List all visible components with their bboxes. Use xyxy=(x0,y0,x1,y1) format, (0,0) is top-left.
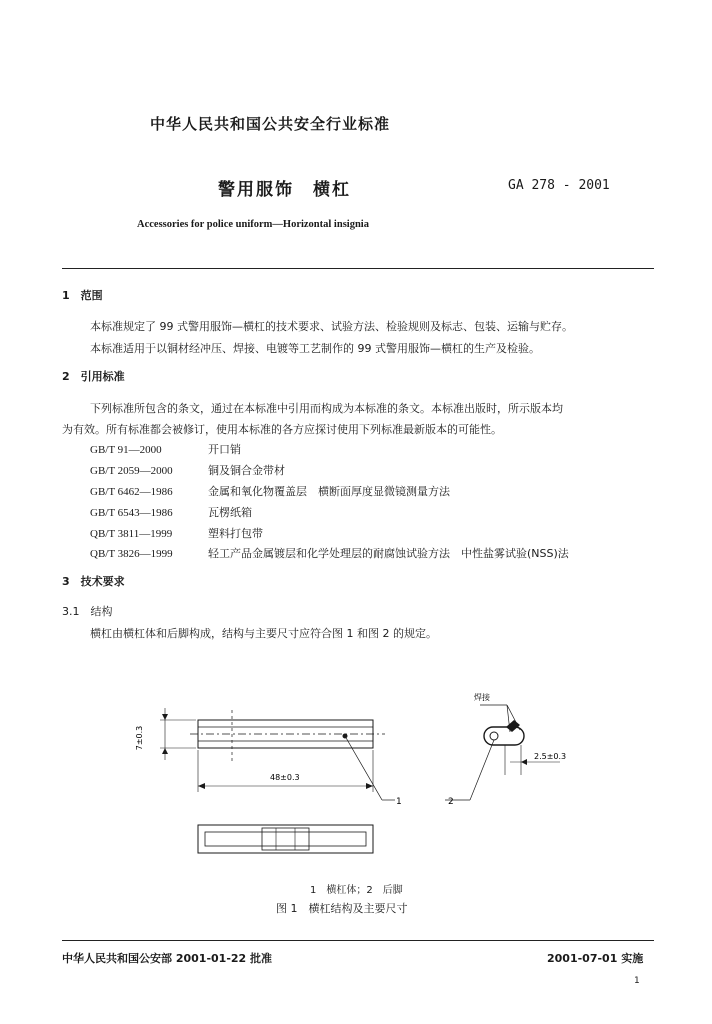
dim-length-label: 48±0.3 xyxy=(270,773,300,782)
reference-number: QB/T 3826—1999 xyxy=(90,548,173,560)
effective-date: 2001-07-01 实施 xyxy=(547,952,644,965)
figure-legend: 1 横杠体；2 后脚 xyxy=(310,885,403,896)
reference-name: 开口销 xyxy=(208,443,241,456)
figure-1-drawing xyxy=(0,680,712,880)
footer-rule xyxy=(62,940,654,941)
dim-pin-label: 2.5±0.3 xyxy=(534,752,567,761)
reference-number: GB/T 6543—1986 xyxy=(90,507,173,519)
section-2-heading: 2 引用标准 xyxy=(62,370,125,383)
reference-item xyxy=(90,545,569,561)
document-title: 警用服饰 横杠 xyxy=(218,180,351,200)
page-number: 1 xyxy=(634,976,640,986)
reference-item xyxy=(90,483,450,499)
reference-name: 金属和氧化物覆盖层 横断面厚度显微镜测量方法 xyxy=(208,485,450,498)
reference-name: 瓦楞纸箱 xyxy=(208,506,252,519)
reference-name: 塑料打包带 xyxy=(208,527,263,540)
section-2-para-line-2: 为有效。所有标准都会被修订，使用本标准的各方应探讨使用下列标准最新版本的可能性。 xyxy=(62,423,502,436)
section-1-para-1: 本标准规定了 99 式警用服饰—横杠的技术要求、试验方法、检验规则及标志、包装、运输与贮存。 xyxy=(90,320,573,333)
reference-item xyxy=(90,462,285,478)
section-1-para-2: 本标准适用于以铜材经冲压、焊接、电镀等工艺制作的 99 式警用服饰—横杠的生产及检验。 xyxy=(90,342,540,355)
section-1-heading: 1 范围 xyxy=(62,289,103,302)
reference-name: 铜及铜合金带材 xyxy=(208,464,285,477)
figure-caption: 图 1 横杠结构及主要尺寸 xyxy=(276,902,408,915)
approval-note: 中华人民共和国公安部 2001-01-22 批准 xyxy=(62,952,273,965)
section-3-1-para: 横杠由横杠体和后脚构成，结构与主要尺寸应符合图 1 和图 2 的规定。 xyxy=(90,627,437,640)
reference-number: GB/T 2059—2000 xyxy=(90,465,173,477)
reference-name: 轻工产品金属镀层和化学处理层的耐腐蚀试验方法 中性盐雾试验(NSS)法 xyxy=(208,547,569,560)
leader-2-label: 2 xyxy=(448,797,454,807)
section-2-para-line-1: 下列标准所包含的条文，通过在本标准中引用而构成为本标准的条文。本标准出版时，所示版本均 xyxy=(90,402,563,415)
standard-category: 中华人民共和国公共安全行业标准 xyxy=(150,115,391,133)
bar-bottom-view xyxy=(198,825,373,853)
standard-code: GA 278 - 2001 xyxy=(508,178,610,193)
weld-label: 焊接 xyxy=(474,693,490,702)
header-rule xyxy=(62,268,654,269)
reference-number: GB/T 91—2000 xyxy=(90,444,162,456)
reference-item xyxy=(90,504,252,520)
reference-item xyxy=(90,441,241,457)
section-3-heading: 3 技术要求 xyxy=(62,575,125,588)
reference-number: GB/T 6462—1986 xyxy=(90,486,173,498)
english-title: Accessories for police uniform—Horizontal insignia xyxy=(137,219,369,230)
leader-1-label: 1 xyxy=(396,797,402,807)
section-3-1-heading: 3.1 结构 xyxy=(62,605,113,618)
reference-item xyxy=(90,525,263,541)
reference-number: QB/T 3811—1999 xyxy=(90,528,173,540)
dim-height-label: 7±0.3 xyxy=(135,725,144,751)
